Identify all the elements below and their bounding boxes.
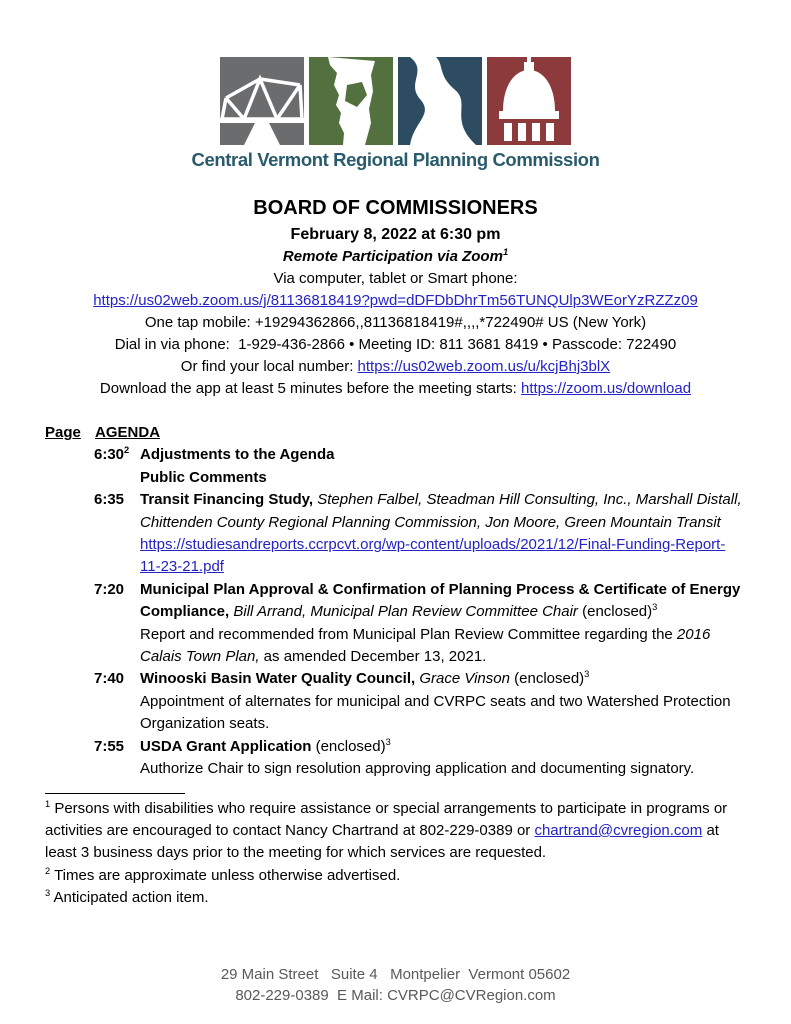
item-time	[94, 444, 140, 489]
agenda-item-transit-study	[45, 489, 746, 579]
item-title-public-comments: Public Comments	[140, 468, 267, 486]
zoom-join-line	[0, 290, 791, 312]
enclosed-note: (enclosed)	[509, 670, 585, 688]
item-title-line	[140, 736, 742, 758]
item-body	[140, 579, 742, 669]
capitol-dome-icon	[487, 57, 571, 145]
footnote-divider	[45, 793, 185, 794]
download-line	[0, 378, 791, 400]
meeting-datetime: February 8, 2022 at 6:30 pm	[290, 226, 501, 243]
item-title: Municipal Plan Approval & Confirmation of Planning Process & Certificate of Energy Compliance,	[140, 580, 741, 621]
footnote-3-text: Anticipated action item.	[50, 889, 209, 907]
item-time	[94, 489, 140, 579]
time-text: 7:20	[94, 580, 125, 598]
agenda-item-municipal-plan	[45, 579, 746, 669]
footnote-ref-2: 2	[124, 445, 130, 456]
time-text: 6:30	[94, 446, 125, 464]
footer-contact: 802-229-0389 E Mail: CVRPC@CVRegion.com	[235, 987, 556, 1004]
plan-title: 2016 Calais Town Plan,	[140, 625, 711, 666]
item-time	[94, 736, 140, 781]
agenda-item-adjustments	[45, 444, 746, 489]
item-description	[140, 624, 742, 669]
cvrpc-logo	[0, 57, 791, 173]
desc-text: Report and recommended from Municipal Plan Review Committee regarding the	[140, 625, 677, 643]
item-title-line	[140, 579, 742, 624]
vermont-map-icon	[309, 57, 393, 145]
item-speakers: Stephen Falbel, Steadman Hill Consulting, Inc., Marshall Distall, Chittenden County Regional Planning Commission, Jon Moore, Green Mountain Transit	[140, 491, 742, 531]
footnote-ref-3: 3	[652, 602, 658, 613]
page-title: BOARD OF COMMISSIONERS	[253, 197, 538, 219]
item-speakers: Grace Vinson	[415, 670, 510, 688]
accessibility-email-link[interactable]: chartrand@cvregion.com	[534, 821, 703, 839]
footnote-1-text: Persons with disabilities who require assistance or special arrangements to participate in programs or activities are encouraged to contact Nancy Chartrand at 802-229-0389 or	[45, 799, 728, 839]
remote-text: Remote Participation via Zoom	[282, 248, 503, 265]
local-number-line	[0, 356, 791, 378]
bridge-icon	[220, 57, 304, 145]
agenda-item-winooski-council	[45, 668, 746, 735]
footer-address: 29 Main Street Suite 4 Montpelier Vermont 05602	[220, 966, 571, 983]
agenda-heading: AGENDA	[95, 424, 161, 441]
document-footer	[0, 964, 791, 1006]
item-time	[94, 579, 140, 669]
logo-tiles	[0, 57, 791, 145]
footnote-3	[45, 887, 746, 909]
time-text: 7:55	[94, 737, 125, 755]
item-time	[94, 668, 140, 735]
footnote-1	[45, 798, 746, 865]
dial-in-line: Dial in via phone: 1-929-436-2866 • Meeting ID: 811 3681 8419 • Passcode: 722490	[114, 336, 677, 353]
footnote-2-text: Times are approximate unless otherwise advertised.	[50, 866, 401, 884]
enclosed-note: (enclosed)	[311, 737, 386, 755]
meeting-header	[0, 195, 791, 400]
transit-report-link[interactable]: https://studiesandreports.ccrpcvt.org/wp-content/uploads/2021/12/Final-Funding-Report-11-23-21.pdf	[140, 536, 726, 576]
river-road-icon	[398, 57, 482, 145]
local-number-label: Or find your local number:	[180, 358, 358, 375]
via-line: Via computer, tablet or Smart phone:	[273, 270, 518, 287]
item-link-line	[140, 534, 742, 579]
item-title: Adjustments to the Agenda	[140, 446, 335, 464]
agenda-header-row	[45, 422, 746, 444]
item-body	[140, 668, 742, 735]
org-name: Central Vermont Regional Planning Commission	[191, 149, 600, 170]
local-number-link[interactable]: https://us02web.zoom.us/u/kcjBhj3blX	[357, 358, 611, 375]
page-column-label: Page	[45, 424, 81, 441]
footnote-2-marker: 2	[45, 865, 51, 876]
footnote-3-marker: 3	[45, 888, 51, 899]
item-title-line	[140, 489, 742, 534]
item-body	[140, 489, 742, 579]
download-label: Download the app at least 5 minutes before the meeting starts:	[99, 380, 521, 397]
zoom-download-link[interactable]: https://zoom.us/download	[520, 380, 692, 397]
item-speakers: Bill Arrand, Municipal Plan Review Committee Chair	[229, 603, 578, 621]
remote-participation-line	[0, 246, 791, 268]
agenda-item-usda-grant	[45, 736, 746, 781]
one-tap-line: One tap mobile: +19294362866,,81136818419#,,,,*722490# US (New York)	[144, 314, 647, 331]
item-title: Winooski Basin Water Quality Council,	[140, 670, 416, 688]
agenda-section	[45, 422, 746, 781]
enclosed-note: (enclosed)	[577, 603, 653, 621]
footnote-1-marker: 1	[45, 798, 51, 809]
item-body	[140, 444, 742, 489]
footnote-ref-3: 3	[584, 669, 590, 680]
zoom-join-link[interactable]: https://us02web.zoom.us/j/81136818419?pwd=dDFDbDhrTm56TUNQUlp3WEorYzRZZz09	[93, 292, 698, 309]
footnote-2	[45, 865, 746, 887]
desc-text: as amended December 13, 2021.	[259, 648, 487, 666]
item-description: Appointment of alternates for municipal and CVRPC seats and two Watershed Protection Organization seats.	[140, 692, 731, 733]
item-description: Authorize Chair to sign resolution approving application and documenting signatory.	[140, 760, 695, 778]
footnote-1-text-cont: at least 3 business days prior to the meeting for which services are requested.	[45, 821, 719, 862]
item-title: USDA Grant Application	[140, 737, 312, 755]
item-title-line	[140, 668, 742, 690]
item-body	[140, 736, 742, 781]
footnotes-section	[45, 793, 746, 910]
footnote-ref-1: 1	[502, 247, 509, 257]
time-text: 7:40	[94, 670, 125, 688]
footnote-ref-3: 3	[385, 736, 391, 747]
time-text: 6:35	[94, 491, 125, 509]
item-title: Transit Financing Study,	[140, 491, 314, 509]
